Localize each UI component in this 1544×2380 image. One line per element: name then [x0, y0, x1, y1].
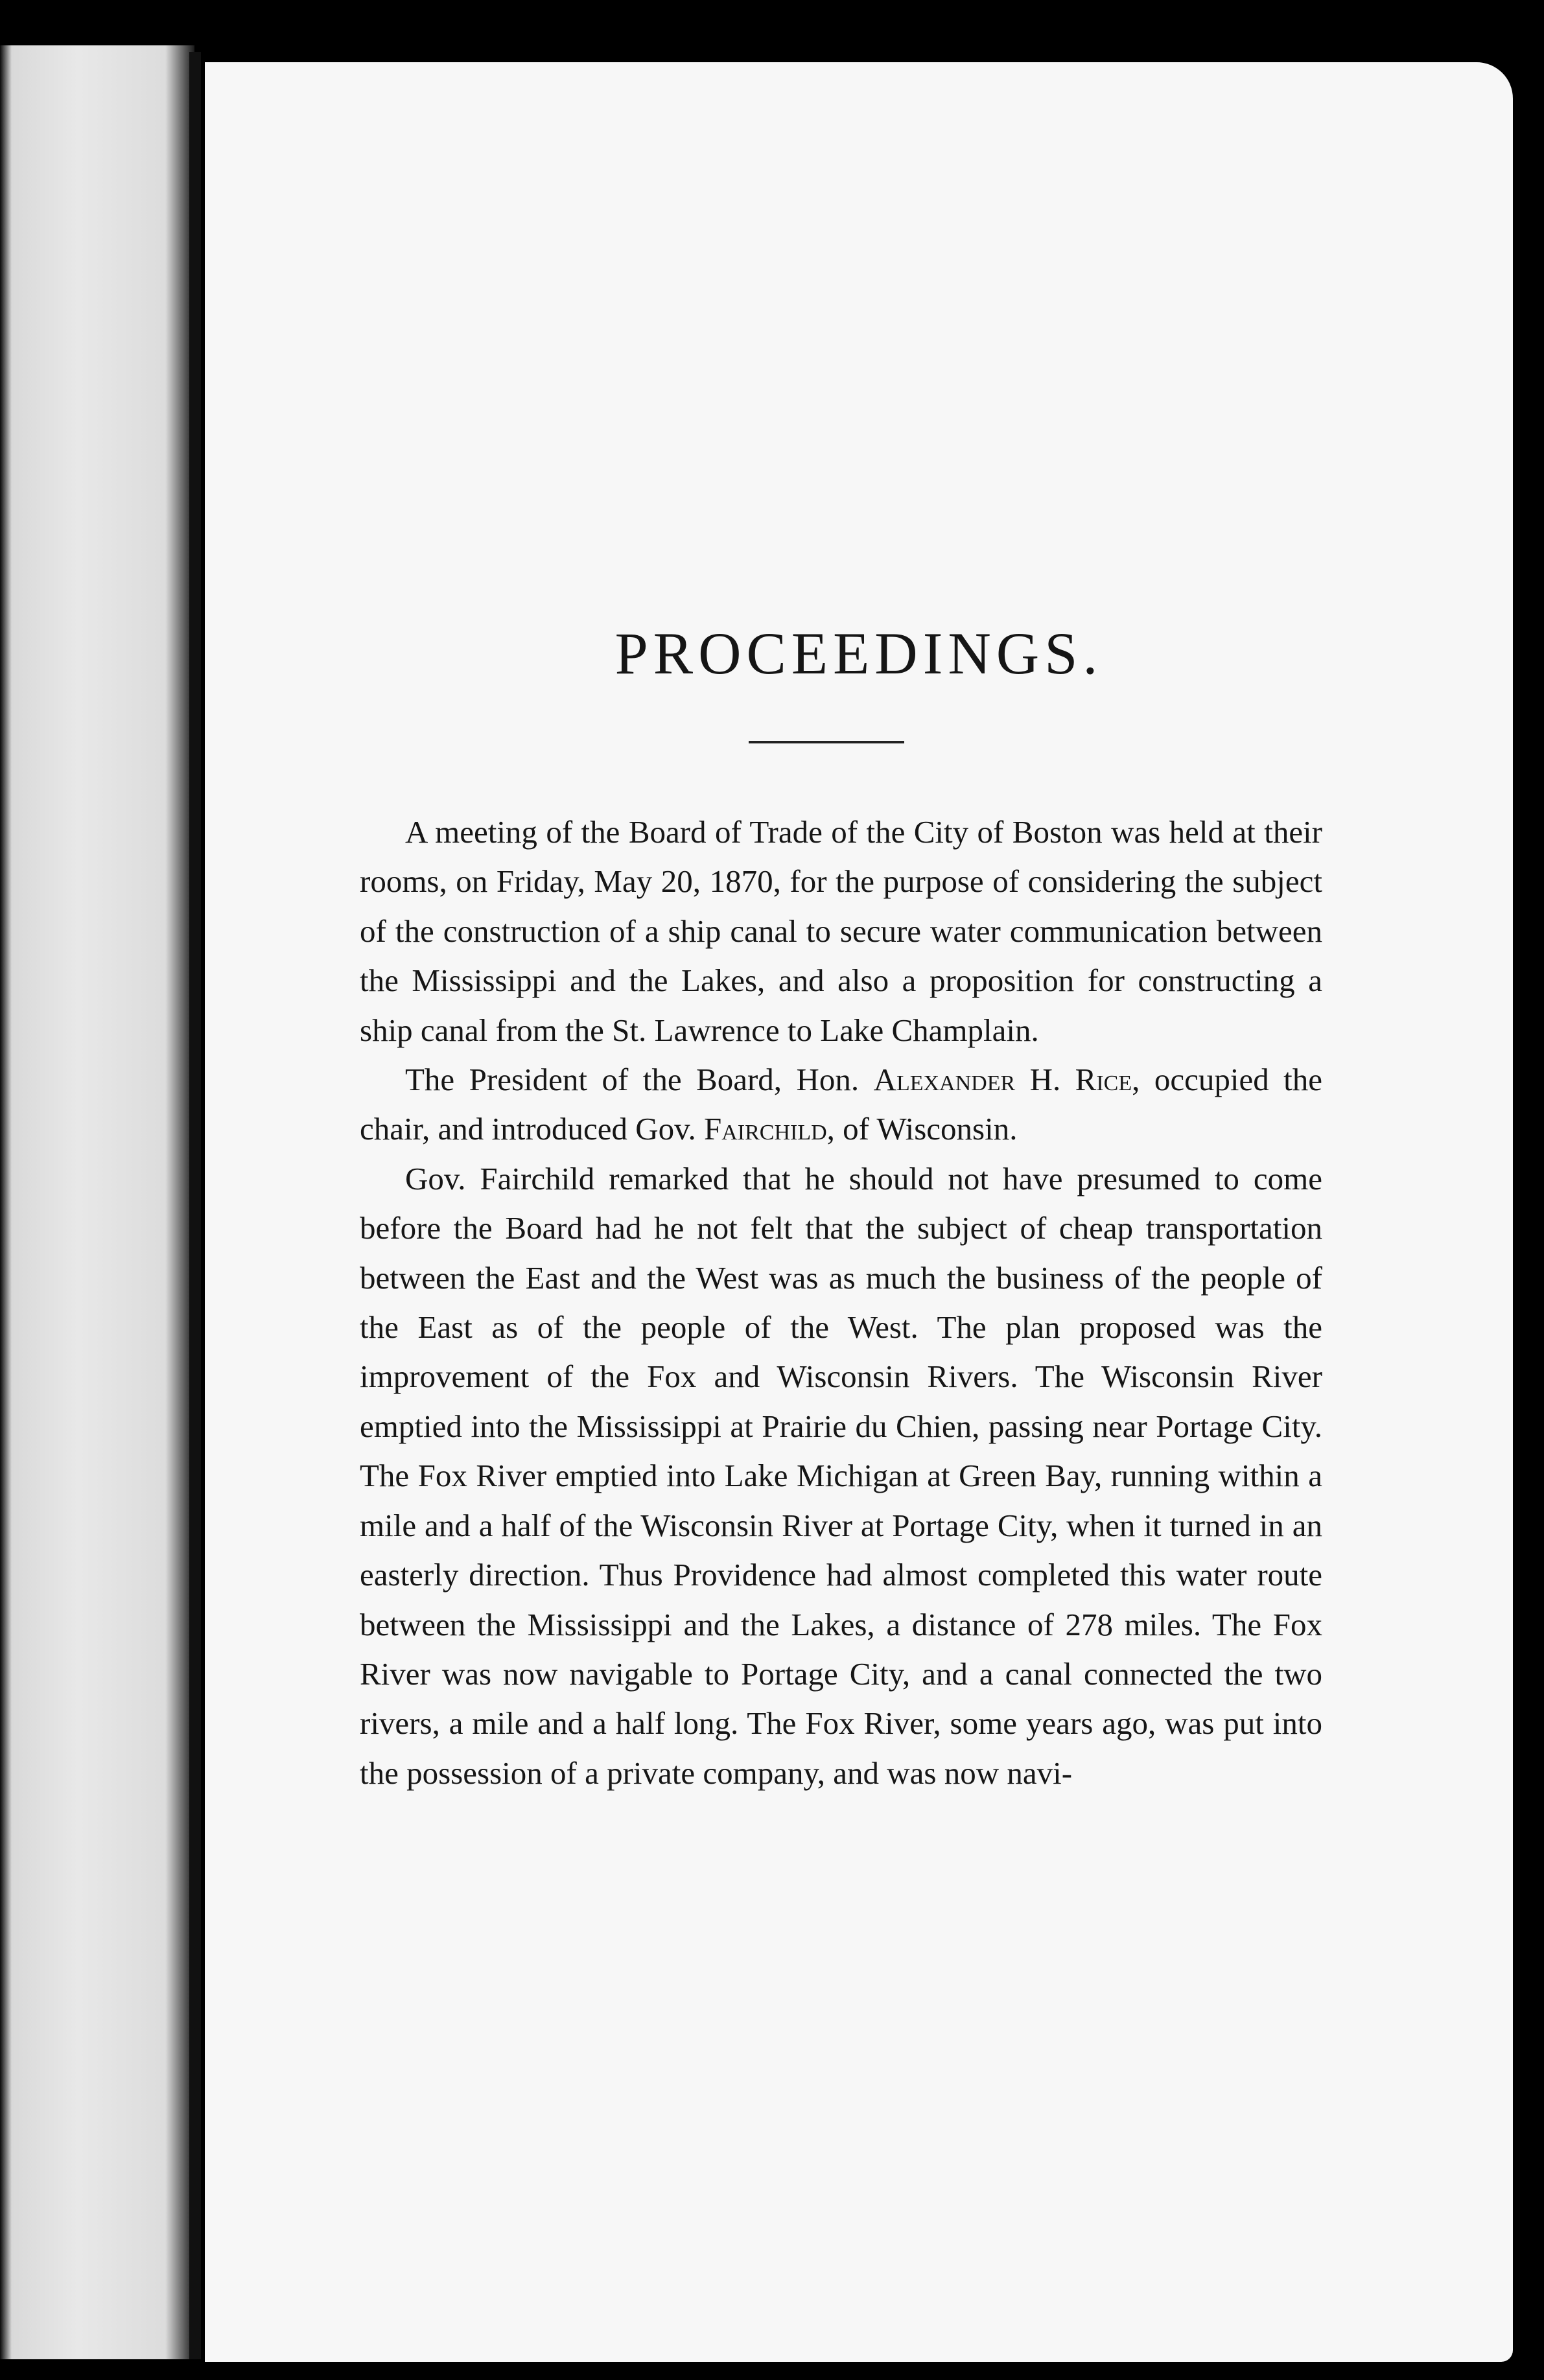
paragraph-text: , occupied the chair, and introduced Gov. — [360, 1062, 1323, 1147]
binding-gutter — [189, 52, 201, 2359]
paragraph-text: The President of the Board, Hon. — [405, 1062, 874, 1098]
body-text — [360, 808, 1322, 1798]
paragraph — [360, 1055, 1322, 1154]
paragraph — [360, 808, 1322, 1055]
small-caps-name: Alexander H. Rice — [873, 1062, 1132, 1098]
paragraph — [360, 1154, 1322, 1798]
heading-rule — [749, 741, 904, 743]
page-heading: PROCEEDINGS. — [614, 620, 1103, 686]
small-caps-name: Fairchild — [703, 1111, 827, 1147]
facing-page-edge — [0, 45, 194, 2359]
paragraph-text: , of Wisconsin. — [826, 1111, 1018, 1147]
paragraph-text: Gov. Fairchild remarked that he should not have presumed to come before the Board had he not felt that the subject of cheap transportation between the East and the West was as much the business of the people of the East as of the people of the West. The plan proposed was the improvement of the Fox and Wisconsin Rivers. The Wisconsin River emptied into the Mississippi at Prairie du Chien, passing near Portage City. The Fox River emptied into Lake Michigan at Green Bay, running within a mile and a half of the Wisconsin River at Portage City, when it turned in an easterly direction. Thus Providence had almost completed this water route between the Mississippi and the Lakes, a distance of 278 miles. The Fox River was now navigable to Portage City, and a canal connected the two rivers, a mile and a half long. The Fox River, some years ago, was put into the possession of a private company, and was now navi- — [360, 1160, 1322, 1791]
paragraph-text: A meeting of the Board of Trade of the City of Boston was held at their rooms, on Friday, May 20, 1870, for the purpose of considering the subject of the construction of a ship canal to secure water communication between the Mississippi and the Lakes, and also a proposition for constructing a ship canal from the St. Lawrence to Lake Champlain. — [360, 814, 1322, 1048]
